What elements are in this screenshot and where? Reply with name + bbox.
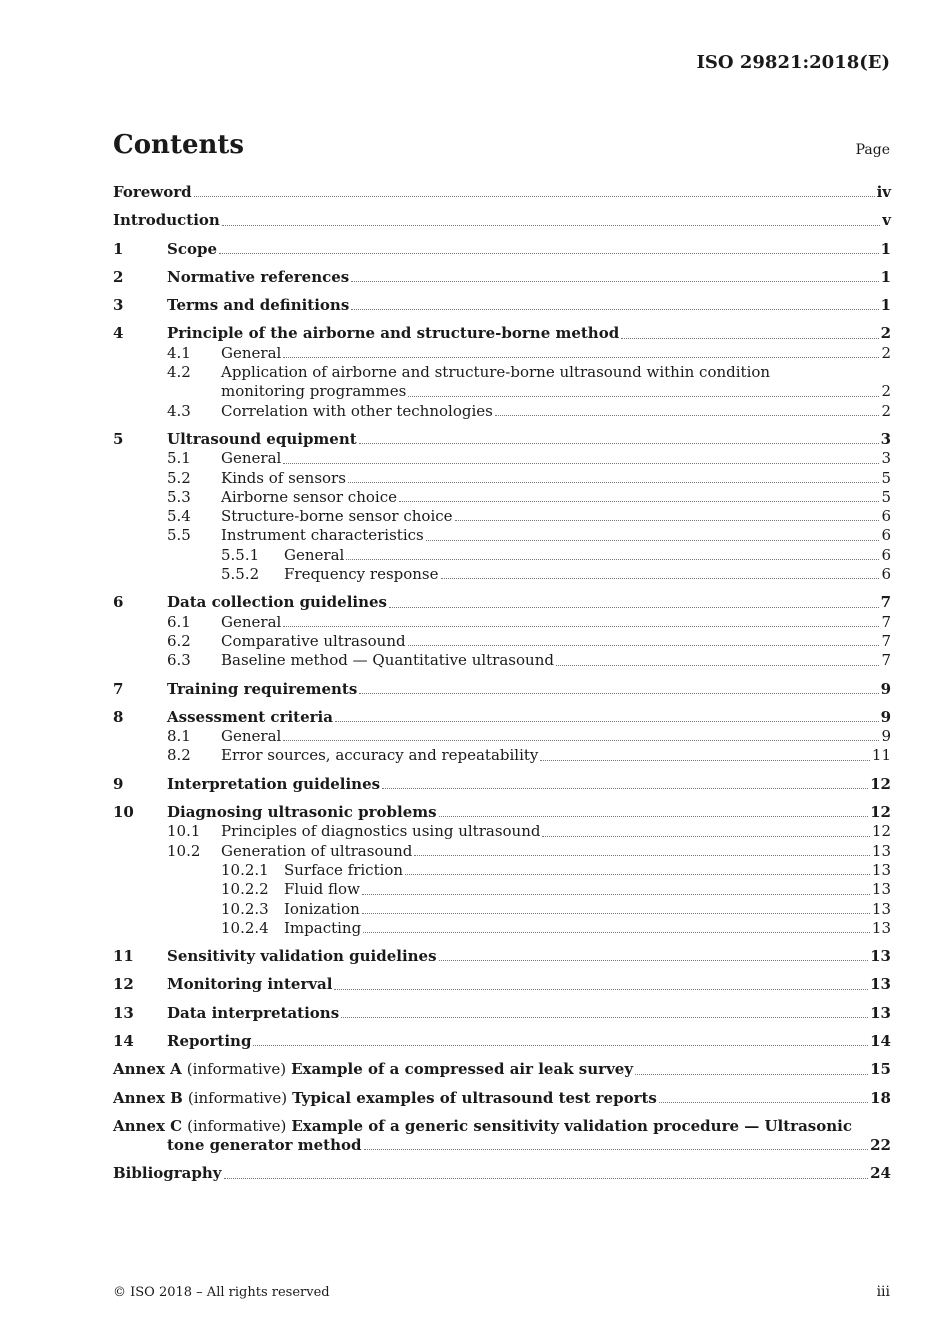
- toc-entry-page: 5: [881, 468, 891, 487]
- toc-entry-section-7[interactable]: [113, 680, 891, 699]
- toc-entry-title-continued: monitoring programmes: [221, 382, 407, 401]
- toc-entry-page: 6: [881, 507, 891, 526]
- copyright-notice: © ISO 2018 – All rights reserved: [113, 1285, 330, 1300]
- toc-entry-number: 10.2.3: [221, 899, 269, 918]
- toc-entry-title: Sensitivity validation guidelines: [167, 947, 437, 966]
- toc-entry-page: iv: [876, 183, 891, 201]
- toc-entry-section-9[interactable]: [113, 775, 891, 794]
- toc-entry-title: Reporting: [167, 1031, 252, 1050]
- toc-entry-title: Assessment criteria: [167, 707, 333, 726]
- dot-leader: [556, 665, 880, 666]
- annex-type: (informative): [186, 1060, 287, 1079]
- toc-entry-section-5-5[interactable]: [113, 526, 891, 545]
- toc-entry-page: 11: [871, 746, 891, 765]
- toc-entry-section-8-1[interactable]: [113, 727, 891, 746]
- toc-entry-page: 13: [871, 880, 891, 899]
- dot-leader: [335, 721, 879, 722]
- annex-title-continued: tone generator method: [167, 1136, 362, 1155]
- toc-entry-page: 6: [881, 545, 891, 564]
- toc-entry-number: 8.1: [167, 727, 191, 746]
- toc-entry-title: Bibliography: [113, 1164, 222, 1183]
- dot-leader: [224, 1178, 869, 1179]
- toc-entry-page: 13: [870, 947, 891, 966]
- dot-leader: [362, 894, 870, 895]
- toc-entry-number: 9: [113, 774, 124, 793]
- dot-leader: [408, 396, 879, 397]
- toc-entry-title: Monitoring interval: [167, 975, 333, 994]
- toc-entry-number: 10.2: [167, 841, 201, 860]
- toc-entry-page: 3: [881, 449, 891, 468]
- toc-entry-page: 7: [881, 631, 891, 650]
- dot-leader: [426, 540, 880, 541]
- toc-entry-number: 4.3: [167, 401, 191, 420]
- dot-leader: [351, 281, 878, 282]
- toc-entry-page: 2: [881, 343, 891, 362]
- toc-entry-page: 7: [881, 612, 891, 631]
- dot-leader: [408, 645, 880, 646]
- toc-entry-page: 13: [871, 899, 891, 918]
- dot-leader: [346, 559, 879, 560]
- dot-leader: [334, 989, 868, 990]
- dot-leader: [441, 578, 880, 579]
- toc-entry-introduction[interactable]: [113, 211, 891, 230]
- annex-title: Example of a generic sensitivity validation procedure — Ultrasonic: [291, 1116, 852, 1135]
- toc-entry-title: Principle of the airborne and structure-borne method: [167, 324, 620, 343]
- toc-entry-foreword[interactable]: [113, 183, 891, 202]
- toc-entry-section-4-2[interactable]: [113, 363, 891, 382]
- toc-entry-number: 5: [113, 429, 124, 448]
- toc-entry-number: 1: [113, 239, 124, 258]
- dot-leader: [635, 1074, 868, 1075]
- dot-leader: [283, 740, 879, 741]
- toc-entry-title: Normative references: [167, 267, 350, 286]
- toc-entry-page: 5: [881, 487, 891, 506]
- toc-entry-section-10-2-2[interactable]: [113, 880, 891, 899]
- toc-entry-annex-c[interactable]: [113, 1117, 891, 1136]
- toc-entry-page: 7: [881, 651, 891, 670]
- dot-leader: [253, 1045, 868, 1046]
- toc-entry-title: Correlation with other technologies: [221, 401, 493, 420]
- toc-entry-number: 10.2.1: [221, 860, 269, 879]
- document-identifier: ISO 29821:2018(E): [696, 52, 890, 73]
- toc-entry-section-10-2[interactable]: [113, 842, 891, 861]
- toc-entry-title: Ionization: [284, 899, 360, 918]
- toc-entry-title: Interpretation guidelines: [167, 774, 381, 793]
- toc-entry-title: Instrument characteristics: [221, 526, 424, 545]
- toc-entry-page: 9: [880, 707, 891, 726]
- toc-entry-title: Application of airborne and structure-borne ultrasound within condition: [221, 363, 771, 382]
- toc-entry-title: Fluid flow: [284, 880, 360, 899]
- annex-type: (informative): [187, 1088, 288, 1107]
- table-of-contents: [113, 183, 891, 1184]
- toc-entry-page: 2: [881, 382, 891, 401]
- toc-entry-page: 6: [881, 565, 891, 584]
- dot-leader: [382, 788, 868, 789]
- toc-entry-section-4-1[interactable]: [113, 344, 891, 363]
- dot-leader: [283, 626, 879, 627]
- dot-leader: [405, 874, 870, 875]
- toc-entry-section-5-5-2[interactable]: [113, 565, 891, 584]
- toc-entry-page: 1: [880, 296, 891, 315]
- toc-entry-title: General: [221, 449, 282, 468]
- toc-entry-section-12[interactable]: [113, 975, 891, 994]
- toc-entry-number: 5.3: [167, 487, 191, 506]
- page-title: Contents: [113, 130, 245, 160]
- toc-entry-title: Impacting: [284, 918, 362, 937]
- dot-leader: [341, 1017, 868, 1018]
- dot-leader: [363, 932, 870, 933]
- toc-entry-title: Comparative ultrasound: [221, 631, 406, 650]
- toc-entry-section-1[interactable]: [113, 240, 891, 259]
- toc-entry-section-4-3[interactable]: [113, 402, 891, 421]
- toc-entry-page: 13: [870, 1003, 891, 1022]
- toc-entry-section-8[interactable]: [113, 708, 891, 727]
- toc-entry-section-10-2-3[interactable]: [113, 900, 891, 919]
- toc-entry-title: Baseline method — Quantitative ultrasound: [221, 651, 554, 670]
- toc-entry-section-5-1[interactable]: [113, 449, 891, 468]
- dot-leader: [455, 520, 880, 521]
- dot-leader: [222, 225, 880, 226]
- toc-entry-number: 5.4: [167, 507, 191, 526]
- toc-entry-section-3[interactable]: [113, 296, 891, 315]
- toc-entry-number: 10.1: [167, 822, 201, 841]
- toc-entry-number: 5.5.2: [221, 565, 260, 584]
- toc-entry-page: 12: [870, 803, 891, 822]
- toc-entry-title: Principles of diagnostics using ultrasound: [221, 822, 541, 841]
- toc-entry-title: General: [221, 343, 282, 362]
- page-number: iii: [876, 1284, 890, 1300]
- toc-entry-section-4[interactable]: [113, 324, 891, 343]
- toc-entry-title: General: [221, 612, 282, 631]
- dot-leader: [495, 415, 880, 416]
- toc-entry-title: Scope: [167, 239, 218, 258]
- toc-entry-page: 3: [880, 429, 891, 448]
- toc-entry-number: 6: [113, 593, 124, 612]
- toc-entry-annex-a[interactable]: [113, 1060, 891, 1079]
- toc-entry-number: 6.2: [167, 631, 191, 650]
- toc-entry-number: 7: [113, 679, 124, 698]
- dot-leader: [362, 913, 870, 914]
- toc-entry-title: Training requirements: [167, 679, 358, 698]
- dot-leader: [364, 1149, 869, 1150]
- toc-entry-section-8-2[interactable]: [113, 746, 891, 765]
- toc-entry-bibliography[interactable]: [113, 1164, 891, 1183]
- toc-entry-section-10-1[interactable]: [113, 822, 891, 841]
- toc-entry-number: 6.1: [167, 612, 191, 631]
- toc-entry-page: 18: [870, 1088, 891, 1107]
- toc-entry-number: 8: [113, 707, 124, 726]
- dot-leader: [351, 309, 878, 310]
- toc-entry-page: 12: [870, 774, 891, 793]
- toc-entry-number: 13: [113, 1003, 134, 1022]
- dot-leader: [540, 760, 870, 761]
- toc-entry-section-14[interactable]: [113, 1032, 891, 1051]
- toc-entry-page: 2: [880, 324, 891, 343]
- dot-leader: [399, 501, 879, 502]
- toc-entry-section-10-2-1[interactable]: [113, 861, 891, 880]
- toc-entry-page: 14: [870, 1031, 891, 1050]
- toc-entry-title: Surface friction: [284, 860, 404, 879]
- toc-entry-number: 5.1: [167, 449, 191, 468]
- toc-entry-title: Diagnosing ultrasonic problems: [167, 803, 437, 822]
- annex-label: Annex A: [113, 1060, 182, 1079]
- toc-entry-number: 12: [113, 975, 134, 994]
- toc-entry-title: Data collection guidelines: [167, 593, 387, 612]
- toc-entry-page: 15: [870, 1060, 891, 1079]
- annex-type: (informative): [187, 1116, 287, 1135]
- dot-leader: [389, 607, 879, 608]
- toc-entry-section-10[interactable]: [113, 803, 891, 822]
- dot-leader: [219, 253, 879, 254]
- toc-entry-section-5-4[interactable]: [113, 507, 891, 526]
- toc-entry-number: 4.1: [167, 343, 191, 362]
- toc-entry-page: 24: [870, 1164, 891, 1183]
- dot-leader: [659, 1102, 868, 1103]
- toc-entry-title: Structure-borne sensor choice: [221, 507, 453, 526]
- toc-entry-number: 10.2.2: [221, 880, 269, 899]
- page-column-label: Page: [855, 142, 890, 158]
- annex-label: Annex C: [113, 1116, 183, 1135]
- toc-entry-page: 13: [871, 860, 891, 879]
- annex-title: Typical examples of ultrasound test reports: [292, 1088, 657, 1107]
- dot-leader: [414, 855, 870, 856]
- toc-entry-section-5[interactable]: [113, 430, 891, 449]
- toc-entry-number: 2: [113, 267, 124, 286]
- toc-entry-number: 3: [113, 296, 124, 315]
- toc-entry-title: Frequency response: [284, 565, 439, 584]
- toc-entry-page: 1: [880, 239, 891, 258]
- annex-title: Example of a compressed air leak survey: [291, 1060, 634, 1079]
- toc-entry-section-5-5-1[interactable]: [113, 546, 891, 565]
- toc-entry-section-13[interactable]: [113, 1004, 891, 1023]
- toc-entry-title: Foreword: [113, 183, 192, 201]
- toc-entry-title: Kinds of sensors: [221, 468, 346, 487]
- toc-entry-page: 13: [871, 841, 891, 860]
- annex-label: Annex B: [113, 1088, 183, 1107]
- toc-entry-number: 6.3: [167, 651, 191, 670]
- toc-entry-annex-b[interactable]: [113, 1089, 891, 1108]
- toc-entry-page: 12: [871, 822, 891, 841]
- toc-entry-page: 13: [871, 918, 891, 937]
- toc-entry-section-11[interactable]: [113, 947, 891, 966]
- dot-leader: [283, 357, 879, 358]
- toc-entry-number: 4.2: [167, 363, 191, 382]
- toc-entry-title: Introduction: [113, 211, 220, 230]
- toc-entry-page: 13: [870, 975, 891, 994]
- toc-entry-section-5-2[interactable]: [113, 469, 891, 488]
- toc-entry-number: 10: [113, 803, 134, 822]
- toc-entry-number: 5.5: [167, 526, 191, 545]
- toc-entry-number: 5.5.1: [221, 545, 260, 564]
- toc-entry-section-6-2[interactable]: [113, 632, 891, 651]
- toc-entry-page: 9: [880, 679, 891, 698]
- toc-entry-section-5-3[interactable]: [113, 488, 891, 507]
- toc-entry-number: 5.2: [167, 468, 191, 487]
- toc-entry-number: 14: [113, 1031, 134, 1050]
- dot-leader: [621, 338, 878, 339]
- dot-leader: [194, 196, 875, 197]
- toc-entry-page: v: [882, 211, 891, 230]
- dot-leader: [283, 463, 879, 464]
- toc-entry-title: Terms and definitions: [167, 296, 350, 315]
- toc-entry-title: Generation of ultrasound: [221, 841, 413, 860]
- dot-leader: [439, 816, 869, 817]
- toc-entry-title: Airborne sensor choice: [221, 487, 397, 506]
- toc-entry-title: Data interpretations: [167, 1003, 340, 1022]
- toc-entry-title: Ultrasound equipment: [167, 429, 357, 448]
- dot-leader: [542, 836, 869, 837]
- toc-entry-section-6-1[interactable]: [113, 613, 891, 632]
- toc-entry-number: 4: [113, 324, 124, 343]
- toc-entry-page: 9: [881, 727, 891, 746]
- toc-entry-page: 22: [870, 1136, 891, 1155]
- dot-leader: [359, 443, 879, 444]
- dot-leader: [439, 960, 869, 961]
- toc-entry-title: General: [284, 545, 345, 564]
- toc-entry-title: Error sources, accuracy and repeatability: [221, 746, 539, 765]
- toc-entry-section-4-2-continued[interactable]: [113, 382, 891, 401]
- dot-leader: [359, 693, 878, 694]
- toc-entry-title: General: [221, 727, 282, 746]
- toc-entry-section-6-3[interactable]: [113, 651, 891, 670]
- toc-entry-number: 8.2: [167, 746, 191, 765]
- toc-entry-number: 10.2.4: [221, 918, 269, 937]
- toc-entry-page: 1: [880, 267, 891, 286]
- toc-entry-section-10-2-4[interactable]: [113, 919, 891, 938]
- dot-leader: [348, 482, 880, 483]
- toc-entry-number: 11: [113, 947, 134, 966]
- toc-entry-section-2[interactable]: [113, 268, 891, 287]
- toc-entry-annex-c-continued[interactable]: [113, 1136, 891, 1155]
- toc-entry-page: 7: [880, 593, 891, 612]
- toc-entry-section-6[interactable]: [113, 593, 891, 612]
- toc-entry-page: 2: [881, 401, 891, 420]
- toc-entry-page: 6: [881, 526, 891, 545]
